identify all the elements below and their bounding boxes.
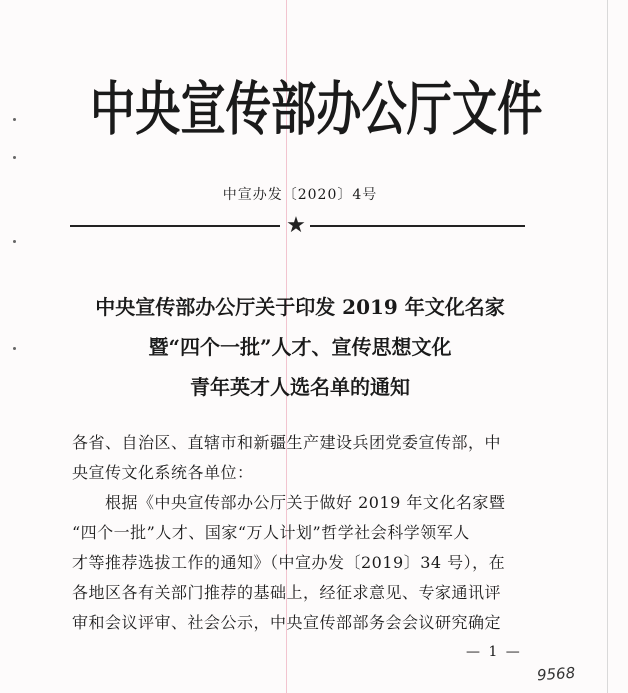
body-text-line: 审和会议评审、社会公示，中央宣传部部务会会议研究确定 (72, 613, 502, 632)
notice-title-line: 暨“四个一批”人才、宣传思想文化 (148, 335, 452, 359)
document-number: 中宣办发〔2020〕4号 (222, 187, 378, 203)
notice-title-line: 中央宣传部办公厅关于印发 2019 年文化名家 (95, 295, 505, 319)
body-text-line: 根据《中央宣传部办公厅关于做好 2019 年文化名家暨 (72, 493, 506, 512)
body-text-line: “四个一批”人才、国家“万人计划”哲学社会科学领军人 (72, 523, 470, 542)
star-icon: ★ (286, 213, 306, 238)
margin-mark (13, 240, 16, 243)
body-text-line: 各地区各有关部门推荐的基础上，经征求意见、专家通讯评 (72, 583, 502, 602)
handwritten-note: 9568 (536, 663, 576, 685)
body-text-line: 各省、自治区、直辖市和新疆生产建设兵团党委宣传部，中 (72, 433, 502, 452)
margin-mark (13, 118, 16, 121)
header-divider-right (310, 225, 525, 227)
margin-mark (13, 156, 16, 159)
body-text-line: 央宣传文化系统各单位： (72, 463, 254, 482)
body-text-line: 才等推荐选拔工作的通知》（中宣办发〔2019〕34 号），在 (72, 553, 506, 572)
notice-title-line: 青年英才人选名单的通知 (190, 375, 410, 399)
header-divider-left (70, 225, 280, 227)
page-number: — 1 — (466, 644, 522, 660)
agency-header-title: 中央宣传部办公厅文件 (90, 75, 543, 143)
page-edge-line (607, 0, 608, 693)
